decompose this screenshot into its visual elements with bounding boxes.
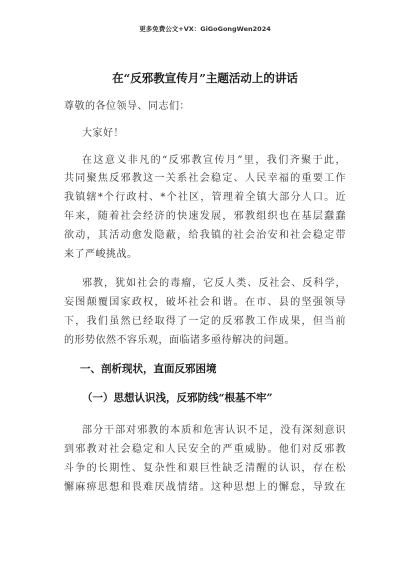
section-heading: 一、剖析现状，直面反邪困境 — [80, 363, 217, 375]
paragraph-line: 共同聚焦反邪教这一关系社会稳定、人民幸福的重要工作 — [64, 173, 346, 184]
paragraph-line: 欲动，其活动愈发隐蔽，给我镇的社会治安和社会稳定带 — [64, 230, 346, 241]
paragraph-line: 邪教，犹如社会的毒瘤，它反人类、反社会、反科学， — [82, 278, 346, 289]
paragraph-line: 懈麻痹思想和畏难厌战情绪。这种思想上的懈怠，导致在 — [64, 482, 346, 493]
paragraph-line: 部分干部对邪教的本质和危害认识不足，没有深刻意识 — [82, 425, 346, 436]
header-note: 更多免费公文+VX：GiGoGongWen2024 — [139, 25, 271, 33]
salutation: 尊敬的各位领导、同志们： — [64, 101, 190, 112]
paragraph-line: 斗争的长期性、复杂性和艰巨性缺乏清醒的认识，存在松 — [64, 463, 346, 474]
paragraph-line: 年来，随着社会经济的快速发展，邪教组织也在基层蠢蠢 — [64, 211, 346, 222]
subsection-heading: （一）思想认识浅，反邪防线“根基不牢” — [82, 392, 273, 404]
paragraph-line: 妄图颠覆国家政权，破坏社会和谐。在市、县的坚强领导 — [64, 297, 346, 308]
speech-title: 在“反邪教宣传月”主题活动上的讲话 — [112, 71, 298, 85]
paragraph-line: 到邪教对社会稳定和人民安全的严重威胁。他们对反邪教 — [64, 444, 346, 455]
paragraph-line: 在这意义非凡的“反邪教宣传月”里，我们齐聚于此， — [82, 155, 346, 166]
paragraph-line: 下，我们虽然已经取得了一定的反邪教工作成果，但当前 — [64, 316, 346, 327]
greeting: 大家好！ — [82, 128, 124, 139]
paragraph-line: 的形势依然不容乐观，面临诸多亟待解决的问题。 — [64, 335, 295, 346]
paragraph-line: 来了严峻挑战。 — [64, 249, 138, 260]
paragraph-line: 我镇辖*个行政村、*个社区，管理着全镇大部分人口。近 — [64, 192, 346, 203]
